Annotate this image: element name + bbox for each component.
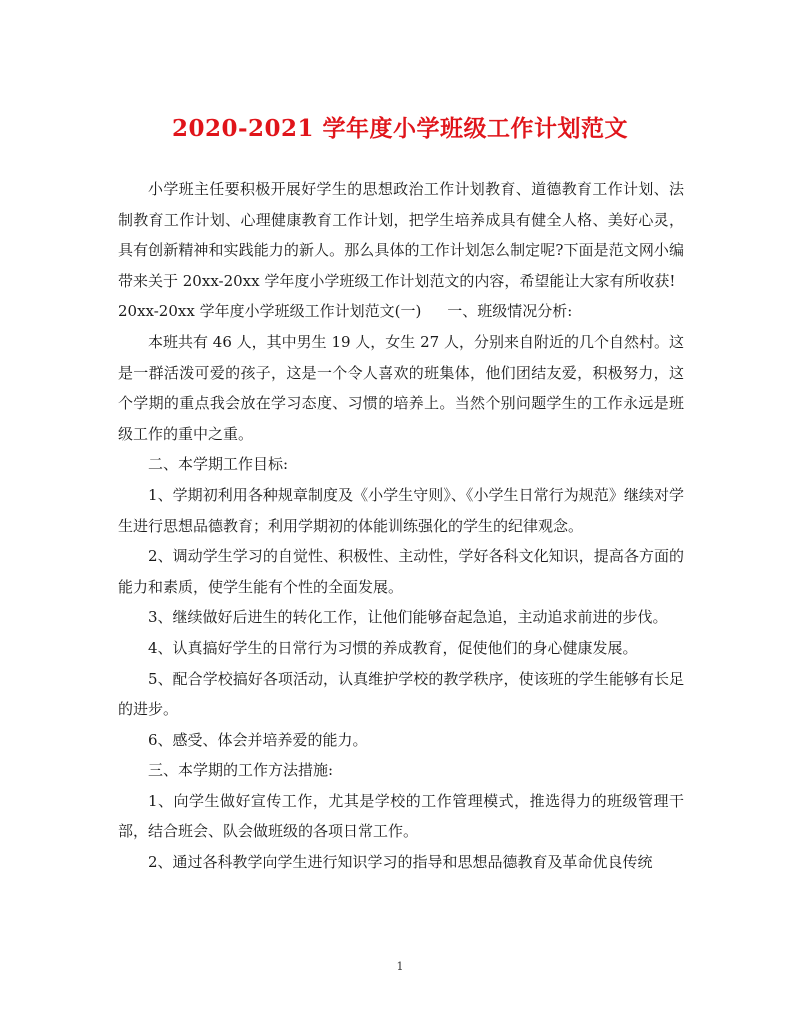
document-title: 2020-2021 学年度小学班级工作计划范文 — [171, 115, 629, 142]
methods-heading: 三、本学期的工作方法措施: — [148, 761, 334, 780]
document-body — [118, 174, 684, 878]
goal-item-4: 4、认真搞好学生的日常行为习惯的养成教育，促使他们的身心健康发展。 — [148, 638, 638, 657]
goal-item-5: 5、配合学校搞好各项活动，认真维护学校的教学秩序，使该班的学生能够有长足的进步。 — [118, 669, 684, 719]
method-item-1: 1、向学生做好宣传工作，尤其是学校的工作管理模式，推选得力的班级管理干部，结合班会、队会做班级的各项日常工作。 — [118, 791, 684, 841]
section-subheading: 一、班级情况分析: — [447, 302, 573, 321]
method-item-2: 2、通过各科教学向学生进行知识学习的指导和思想品德教育及革命优良传统 — [148, 853, 653, 872]
intro-paragraph: 小学班主任要积极开展好学生的思想政治工作计划教育、道德教育工作计划、法制教育工作计划、心理健康教育工作计划，把学生培养成具有健全人格、美好心灵，具有创新精神和实践能力的新人。那么具体的工作计划怎么制定呢?下面是范文网小编带来关于 20xx-20xx 学年度小学班级工作计划范文的内容，希望能让大家有所收获! — [118, 180, 684, 290]
section-heading: 20xx-20xx 学年度小学班级工作计划范文(一) — [118, 302, 422, 321]
goal-item-3: 3、继续做好后进生的转化工作，让他们能够奋起急追，主动追求前进的步伐。 — [148, 608, 668, 627]
goal-item-2: 2、调动学生学习的自觉性、积极性、主动性，学好各科文化知识，提高各方面的能力和素质，使学生能有个性的全面发展。 — [118, 547, 684, 596]
goal-item-6: 6、感受、体会并培养爱的能力。 — [148, 730, 368, 749]
section-heading-line — [118, 296, 684, 327]
goals-heading: 二、本学期工作目标: — [148, 455, 289, 474]
class-analysis-paragraph: 本班共有 46 人，其中男生 19 人，女生 27 人，分别来自附近的几个自然村。这是一群活泼可爱的孩子，这是一个令人喜欢的班集体，他们团结友爱，积极努力，这个学期的重点我会放在学习态度、习惯的培养上。当然个别问题学生的工作永远是班级工作的重中之重。 — [118, 332, 684, 443]
goal-item-1: 1、学期初利用各种规章制度及《小学生守则》、《小学生日常行为规范》继续对学生进行思想品德教育；利用学期初的体能训练强化的学生的纪律观念。 — [118, 485, 684, 535]
page-number: 1 — [396, 960, 404, 973]
